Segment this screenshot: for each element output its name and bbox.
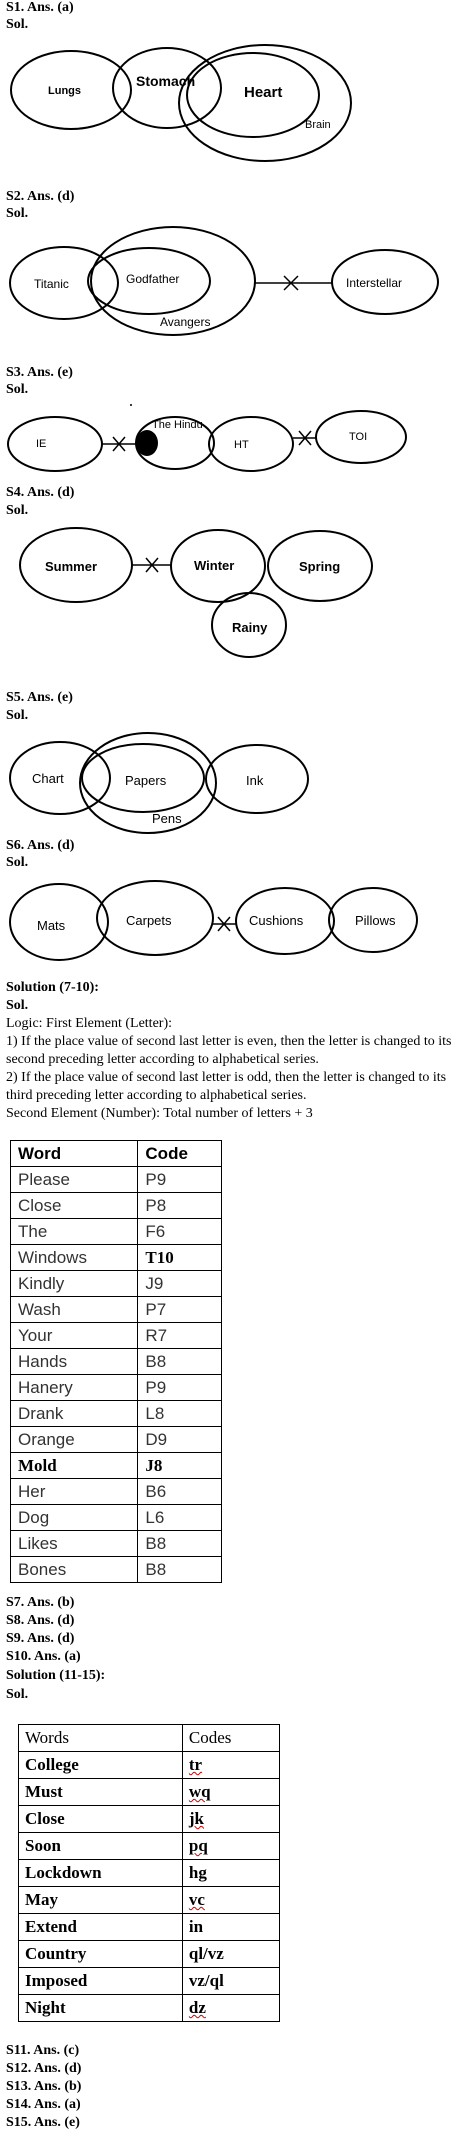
lungs-label: Lungs (48, 85, 81, 97)
word-cell: Bones (11, 1557, 138, 1583)
sol-7-10-heading: Solution (7-10): (6, 980, 99, 995)
toi-label: TOI (349, 431, 368, 443)
word-cell: Orange (11, 1427, 138, 1453)
s4-diagram (0, 525, 475, 665)
word-cell: Windows (11, 1245, 138, 1271)
table-row (11, 1427, 222, 1453)
s6-diagram (0, 875, 475, 965)
table-header-row (19, 1725, 280, 1752)
brain-label: Brain (305, 119, 331, 131)
code-cell: J9 (138, 1271, 222, 1297)
s2-sol-label: Sol. (6, 206, 29, 221)
s4-sol-label: Sol. (6, 503, 29, 518)
table-header-row (11, 1141, 222, 1167)
logic-title: Logic: First Element (Letter): (6, 1016, 173, 1031)
table-row (11, 1375, 222, 1401)
s14-answer: S14. Ans. (a) (6, 2097, 81, 2112)
table-row (11, 1219, 222, 1245)
ink-label: Ink (246, 773, 264, 788)
s4-answer: S4. Ans. (d) (6, 485, 75, 500)
s3-diagram (0, 400, 475, 472)
table-row (11, 1531, 222, 1557)
interstellar-label: Interstellar (346, 276, 403, 290)
word-cell: Please (11, 1167, 138, 1193)
code-cell: R7 (138, 1323, 222, 1349)
table-row (11, 1505, 222, 1531)
spring-label: Spring (299, 559, 341, 574)
code-cell: jk (182, 1806, 279, 1833)
summer-label: Summer (45, 559, 98, 574)
word-cell: Country (19, 1941, 183, 1968)
word-code-table (10, 1140, 222, 1583)
word-cell: Dog (11, 1505, 138, 1531)
code-cell: pq (182, 1833, 279, 1860)
table-row (19, 1914, 280, 1941)
code-cell: hg (182, 1860, 279, 1887)
table-row (11, 1271, 222, 1297)
papers-label: Papers (125, 773, 167, 788)
table-row (11, 1453, 222, 1479)
godfather-label: Godfather (126, 272, 180, 286)
mats-label: Mats (37, 918, 66, 933)
table-row (19, 1887, 280, 1914)
table-row (11, 1479, 222, 1505)
word-cell: The (11, 1219, 138, 1245)
table-row (11, 1193, 222, 1219)
table-row (19, 1833, 280, 1860)
words-codes-table (18, 1724, 280, 2022)
column-header-code: Code (138, 1141, 222, 1167)
table-row (19, 1779, 280, 1806)
s5-sol-label: Sol. (6, 708, 29, 723)
pillows-label: Pillows (355, 913, 396, 928)
sol-7-10-sol-label: Sol. (6, 998, 29, 1013)
table-row (11, 1245, 222, 1271)
s9-answer: S9. Ans. (d) (6, 1631, 75, 1646)
s1-answer: S1. Ans. (a) (6, 0, 74, 15)
word-cell: Hands (11, 1349, 138, 1375)
ie-circle (8, 417, 102, 471)
rainy-label: Rainy (232, 620, 268, 635)
cushions-label: Cushions (249, 913, 304, 928)
code-cell: B8 (138, 1349, 222, 1375)
s6-sol-label: Sol. (6, 855, 29, 870)
ht-circle (209, 417, 293, 471)
column-header-codes: Codes (182, 1725, 279, 1752)
code-cell: vc (182, 1887, 279, 1914)
code-cell: J8 (138, 1453, 222, 1479)
table-row (11, 1557, 222, 1583)
code-cell: vz/ql (182, 1968, 279, 1995)
word-cell: Extend (19, 1914, 183, 1941)
sol-11-15-heading: Solution (11-15): (6, 1668, 106, 1683)
word-cell: Likes (11, 1531, 138, 1557)
table-row (19, 1860, 280, 1887)
word-cell: Mold (11, 1453, 138, 1479)
word-cell: Close (19, 1806, 183, 1833)
word-cell: Hanery (11, 1375, 138, 1401)
code-cell: F6 (138, 1219, 222, 1245)
word-cell: Imposed (19, 1968, 183, 1995)
table-row (19, 1806, 280, 1833)
ie-label: IE (36, 438, 47, 450)
code-cell: D9 (138, 1427, 222, 1453)
code-cell: ql/vz (182, 1941, 279, 1968)
code-cell: L8 (138, 1401, 222, 1427)
table-row (11, 1349, 222, 1375)
winter-label: Winter (194, 558, 235, 573)
table-row (11, 1401, 222, 1427)
word-cell: Night (19, 1995, 183, 2022)
ht-label: HT (234, 439, 249, 451)
s8-answer: S8. Ans. (d) (6, 1613, 75, 1628)
code-cell: dz (182, 1995, 279, 2022)
heart-label: Heart (244, 84, 283, 101)
code-cell: L6 (138, 1505, 222, 1531)
s10-answer: S10. Ans. (a) (6, 1649, 81, 1664)
code-cell: P9 (138, 1167, 222, 1193)
s1-diagram (0, 40, 475, 160)
word-cell: Kindly (11, 1271, 138, 1297)
word-cell: Close (11, 1193, 138, 1219)
s2-answer: S2. Ans. (d) (6, 189, 75, 204)
s1-sol-label: Sol. (6, 17, 29, 32)
word-cell: Lockdown (19, 1860, 183, 1887)
s3-sol-label: Sol. (6, 382, 29, 397)
code-cell: B6 (138, 1479, 222, 1505)
word-cell: Wash (11, 1297, 138, 1323)
table-row (11, 1167, 222, 1193)
s5-diagram (0, 730, 475, 840)
table-row (19, 1968, 280, 1995)
word-cell: Her (11, 1479, 138, 1505)
hindu-filled-dot (136, 430, 158, 456)
word-cell: Must (19, 1779, 183, 1806)
s12-answer: S12. Ans. (d) (6, 2061, 82, 2076)
hindu-label: The Hindu (152, 419, 203, 431)
carpets-label: Carpets (126, 913, 172, 928)
code-cell: T10 (138, 1245, 222, 1271)
titanic-label: Titanic (34, 277, 69, 291)
brain-circle (179, 45, 351, 161)
word-cell: Drank (11, 1401, 138, 1427)
word-cell: Soon (19, 1833, 183, 1860)
s15-answer: S15. Ans. (e) (6, 2115, 80, 2130)
word-cell: College (19, 1752, 183, 1779)
code-cell: wq (182, 1779, 279, 1806)
stomach-label: Stomach (136, 73, 196, 89)
table-row (11, 1297, 222, 1323)
s3-answer: S3. Ans. (e) (6, 365, 73, 380)
s7-answer: S7. Ans. (b) (6, 1595, 75, 1610)
word-cell: Your (11, 1323, 138, 1349)
code-cell: B8 (138, 1531, 222, 1557)
avangers-label: Avangers (160, 315, 211, 329)
column-header-words: Words (19, 1725, 183, 1752)
code-cell: tr (182, 1752, 279, 1779)
code-cell: P8 (138, 1193, 222, 1219)
s5-answer: S5. Ans. (e) (6, 690, 73, 705)
chart-label: Chart (32, 771, 64, 786)
logic-rule-3: Second Element (Number): Total number of letters + 3 (6, 1106, 313, 1121)
code-cell: B8 (138, 1557, 222, 1583)
table-row (19, 1941, 280, 1968)
code-cell: in (182, 1914, 279, 1941)
logic-rule-2: 2) If the place value of second last letter is odd, then the letter is changed to its third preceding letter according to alphabetical series. (6, 1070, 447, 1103)
s13-answer: S13. Ans. (b) (6, 2079, 82, 2094)
s2-diagram (0, 226, 475, 336)
table-row (11, 1323, 222, 1349)
table-row (19, 1995, 280, 2022)
word-cell: May (19, 1887, 183, 1914)
pens-label: Pens (152, 811, 182, 826)
table-row (19, 1752, 280, 1779)
code-cell: P7 (138, 1297, 222, 1323)
sol-11-15-sol-label: Sol. (6, 1687, 29, 1702)
s11-answer: S11. Ans. (c) (6, 2043, 80, 2058)
logic-rule-1: 1) If the place value of second last letter is even, then the letter is changed to its second preceding letter according to alphabetical series. (6, 1034, 452, 1067)
s6-answer: S6. Ans. (d) (6, 838, 75, 853)
column-header-word: Word (11, 1141, 138, 1167)
code-cell: P9 (138, 1375, 222, 1401)
